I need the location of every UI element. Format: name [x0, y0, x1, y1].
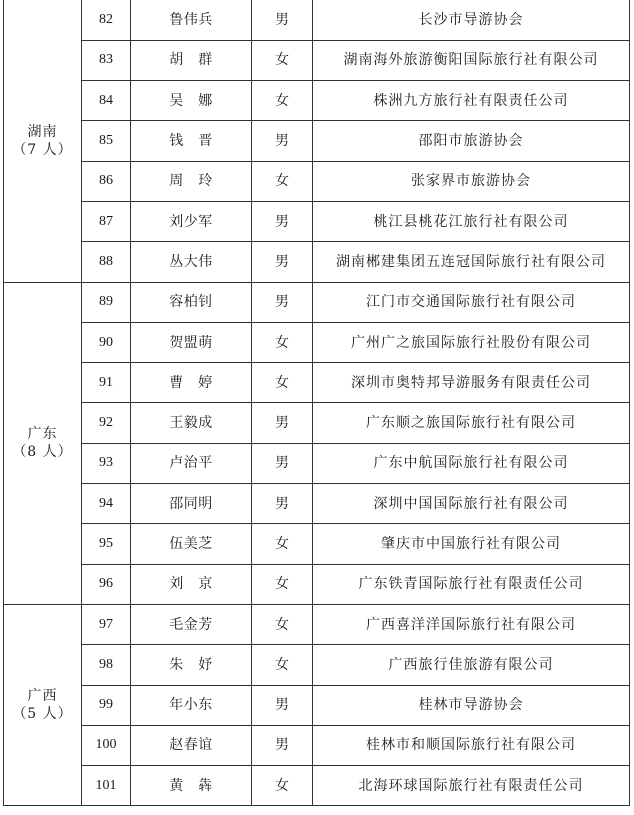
table-row [4, 242, 630, 282]
organization-cell: 广西喜洋洋国际旅行社有限公司 [313, 604, 630, 644]
number-cell: 100 [82, 725, 131, 765]
number-cell: 94 [82, 484, 131, 524]
organization-cell: 桂林市导游协会 [313, 685, 630, 725]
number-cell: 91 [82, 363, 131, 403]
number-cell: 99 [82, 685, 131, 725]
number-cell: 84 [82, 81, 131, 121]
table-row [4, 403, 630, 443]
table-row [4, 524, 630, 564]
number-cell: 93 [82, 443, 131, 483]
region-name: 广西 [27, 688, 58, 705]
number-cell: 82 [82, 0, 131, 40]
organization-cell: 桂林市和顺国际旅行社有限公司 [313, 725, 630, 765]
name-cell: 曹 婷 [131, 363, 252, 403]
region-name: 湖南 [27, 123, 58, 140]
table-row [4, 484, 630, 524]
gender-cell: 女 [252, 363, 313, 403]
gender-cell: 男 [252, 484, 313, 524]
table-row [4, 766, 630, 806]
organization-cell: 广州广之旅国际旅行社股份有限公司 [313, 322, 630, 362]
table-row [4, 725, 630, 765]
organization-cell: 肇庆市中国旅行社有限公司 [313, 524, 630, 564]
organization-cell: 广东顺之旅国际旅行社有限公司 [313, 403, 630, 443]
gender-cell: 男 [252, 0, 313, 40]
gender-cell: 男 [252, 282, 313, 322]
table-row [4, 363, 630, 403]
delegate-table [3, 0, 630, 806]
number-cell: 88 [82, 242, 131, 282]
number-cell: 95 [82, 524, 131, 564]
name-cell: 卢治平 [131, 443, 252, 483]
name-cell: 容柏钊 [131, 282, 252, 322]
region-count: （5 人） [12, 706, 73, 723]
table-row [4, 161, 630, 201]
name-cell: 赵春谊 [131, 725, 252, 765]
number-cell: 90 [82, 322, 131, 362]
gender-cell: 男 [252, 121, 313, 161]
gender-cell: 女 [252, 524, 313, 564]
table-row [4, 564, 630, 604]
organization-cell: 北海环球国际旅行社有限责任公司 [313, 766, 630, 806]
organization-cell: 江门市交通国际旅行社有限公司 [313, 282, 630, 322]
region-cell [4, 282, 82, 604]
organization-cell: 桃江县桃花江旅行社有限公司 [313, 201, 630, 241]
organization-cell: 广东铁青国际旅行社有限责任公司 [313, 564, 630, 604]
name-cell: 周 玲 [131, 161, 252, 201]
region-cell [4, 604, 82, 805]
organization-cell: 广西旅行佳旅游有限公司 [313, 645, 630, 685]
name-cell: 毛金芳 [131, 604, 252, 644]
organization-cell: 张家界市旅游协会 [313, 161, 630, 201]
gender-cell: 男 [252, 242, 313, 282]
gender-cell: 女 [252, 81, 313, 121]
name-cell: 丛大伟 [131, 242, 252, 282]
table-row [4, 604, 630, 644]
table-row [4, 40, 630, 80]
name-cell: 钱 晋 [131, 121, 252, 161]
table-row [4, 685, 630, 725]
table-row [4, 443, 630, 483]
gender-cell: 男 [252, 403, 313, 443]
gender-cell: 女 [252, 322, 313, 362]
number-cell: 97 [82, 604, 131, 644]
gender-cell: 女 [252, 766, 313, 806]
table-row [4, 121, 630, 161]
name-cell: 朱 妤 [131, 645, 252, 685]
organization-cell: 深圳中国国际旅行社有限公司 [313, 484, 630, 524]
name-cell: 王毅成 [131, 403, 252, 443]
gender-cell: 男 [252, 201, 313, 241]
table-row [4, 322, 630, 362]
number-cell: 83 [82, 40, 131, 80]
table-row [4, 282, 630, 322]
gender-cell: 女 [252, 645, 313, 685]
region-name: 广东 [27, 426, 58, 443]
gender-cell: 女 [252, 40, 313, 80]
gender-cell: 男 [252, 685, 313, 725]
name-cell: 年小东 [131, 685, 252, 725]
gender-cell: 女 [252, 564, 313, 604]
number-cell: 92 [82, 403, 131, 443]
organization-cell: 湖南郴建集团五连冠国际旅行社有限公司 [313, 242, 630, 282]
name-cell: 伍美芝 [131, 524, 252, 564]
name-cell: 鲁伟兵 [131, 0, 252, 40]
number-cell: 101 [82, 766, 131, 806]
name-cell: 胡 群 [131, 40, 252, 80]
number-cell: 87 [82, 201, 131, 241]
region-count: （7 人） [12, 141, 73, 158]
gender-cell: 女 [252, 604, 313, 644]
organization-cell: 株洲九方旅行社有限责任公司 [313, 81, 630, 121]
table-row [4, 81, 630, 121]
organization-cell: 湖南海外旅游衡阳国际旅行社有限公司 [313, 40, 630, 80]
number-cell: 85 [82, 121, 131, 161]
organization-cell: 深圳市奥特邦导游服务有限责任公司 [313, 363, 630, 403]
gender-cell: 女 [252, 161, 313, 201]
name-cell: 刘 京 [131, 564, 252, 604]
name-cell: 黄 犇 [131, 766, 252, 806]
name-cell: 贺盟萌 [131, 322, 252, 362]
gender-cell: 男 [252, 725, 313, 765]
table-row [4, 645, 630, 685]
number-cell: 96 [82, 564, 131, 604]
name-cell: 邵同明 [131, 484, 252, 524]
organization-cell: 广东中航国际旅行社有限公司 [313, 443, 630, 483]
region-count: （8 人） [12, 444, 73, 461]
number-cell: 86 [82, 161, 131, 201]
name-cell: 刘少军 [131, 201, 252, 241]
region-cell [4, 0, 82, 282]
table-body [4, 0, 630, 806]
number-cell: 98 [82, 645, 131, 685]
organization-cell: 长沙市导游协会 [313, 0, 630, 40]
gender-cell: 男 [252, 443, 313, 483]
name-cell: 吴 娜 [131, 81, 252, 121]
table-row [4, 201, 630, 241]
table-row [4, 0, 630, 40]
number-cell: 89 [82, 282, 131, 322]
organization-cell: 邵阳市旅游协会 [313, 121, 630, 161]
